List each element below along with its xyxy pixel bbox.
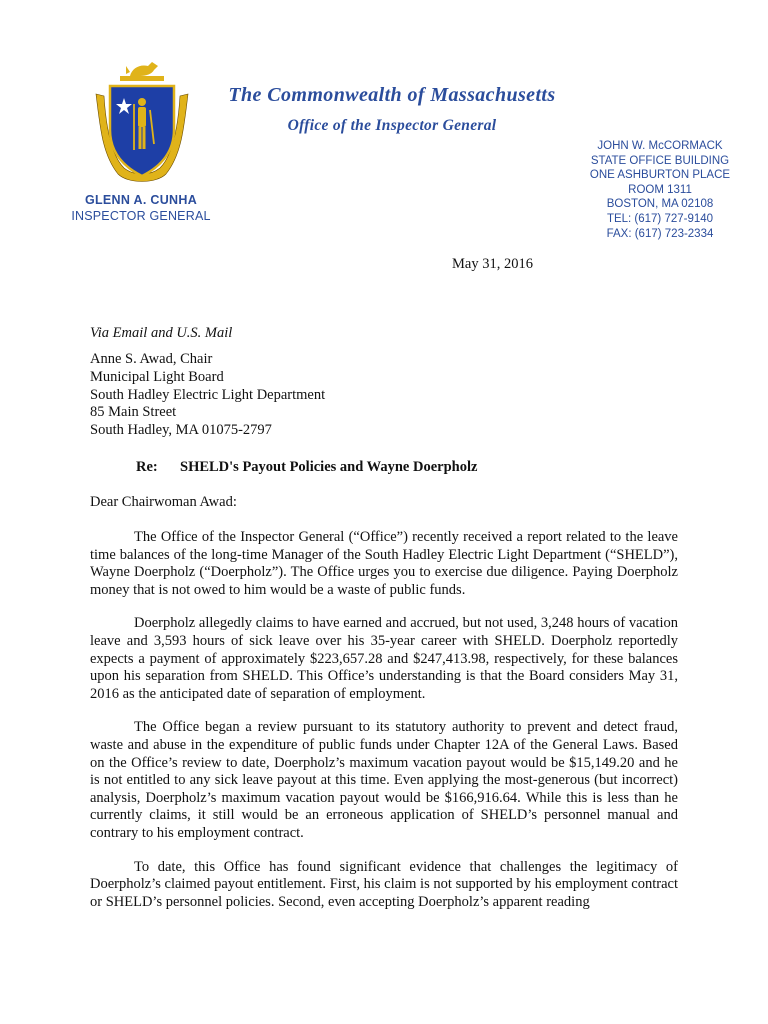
subject-line xyxy=(136,459,477,476)
address-line: ONE ASHBURTON PLACE xyxy=(589,169,731,182)
salutation: Dear Chairwoman Awad: xyxy=(90,494,237,510)
body-paragraph: The Office began a review pursuant to its statutory authority to prevent and detect fraud, waste and abuse in the expenditure of public funds under Chapter 12A of the General Laws. Based on the Office’s review to date, Doerpholz’s maximum vacation payout would be $15,149.20 and he is not entitled to any sick leave payout at this time. Even applying the most-generous (but incorrect) analysis, Doerpholz’s maximum vacation payout would be $166,916.64. While this is less than he currently claims, it still would be an erroneous application of SHELD’s personnel manual and contrary to his employment contract. xyxy=(90,719,678,841)
body-paragraph: To date, this Office has found significant evidence that challenges the legitimacy of Doerpholz’s claimed payout entitlement. First, his claim is not supported by his employment contract or SHELD’s personnel policies. Second, even accepting Doerpholz’s apparent reading xyxy=(90,858,678,910)
recipient-line: 85 Main Street xyxy=(90,404,177,421)
official-block xyxy=(56,193,226,223)
letter-body xyxy=(90,529,678,927)
delivery-method: Via Email and U.S. Mail xyxy=(90,325,233,341)
address-line: BOSTON, MA 02108 xyxy=(606,198,714,211)
address-fax: FAX: (617) 723-2334 xyxy=(606,227,714,240)
address-phone: TEL: (617) 727-9140 xyxy=(606,212,714,225)
letter-date: May 31, 2016 xyxy=(452,256,533,272)
subject-label: Re: xyxy=(136,459,158,475)
letterhead xyxy=(200,84,584,135)
recipient-line: Anne S. Awad, Chair xyxy=(90,351,213,367)
letterhead-office: Office of the Inspector General xyxy=(287,117,497,134)
office-address xyxy=(580,139,740,241)
commonwealth-seal-icon xyxy=(92,56,192,190)
letterhead-commonwealth: The Commonwealth of Massachusetts xyxy=(228,84,556,106)
recipient-line: Municipal Light Board xyxy=(90,368,224,385)
body-paragraph: Doerpholz allegedly claims to have earned and accrued, but not used, 3,248 hours of vacation leave and 3,593 hours of sick leave over his 35-year career with SHELD. Doerpholz reportedly expects a payment of approximately $223,657.28 and $247,413.98, respectively, for these balances upon his separation from SHELD. This Office’s understanding is that the Board considers May 31, 2016 as the anticipated date of separation of employment. xyxy=(90,615,678,702)
recipient-line: South Hadley, MA 01075-2797 xyxy=(90,422,272,439)
subject-text: SHELD's Payout Policies and Wayne Doerpholz xyxy=(180,459,478,475)
address-line: STATE OFFICE BUILDING xyxy=(590,154,730,167)
recipient-line: South Hadley Electric Light Department xyxy=(90,386,326,403)
address-line: ROOM 1311 xyxy=(628,183,692,196)
body-paragraph: The Office of the Inspector General (“Office”) recently received a report related to the leave time balances of the long-time Manager of the South Hadley Electric Light Department (“SHELD”), Wayne Doerpholz (“Doerpholz”). The Office urges you to exercise due diligence. Paying Doerpholz money that is not owed to him would be a waste of public funds. xyxy=(90,529,678,598)
recipient-address xyxy=(90,351,325,440)
address-line: JOHN W. McCORMACK xyxy=(597,140,723,152)
official-name: GLENN A. CUNHA xyxy=(84,193,198,207)
official-title: INSPECTOR GENERAL xyxy=(71,209,211,223)
